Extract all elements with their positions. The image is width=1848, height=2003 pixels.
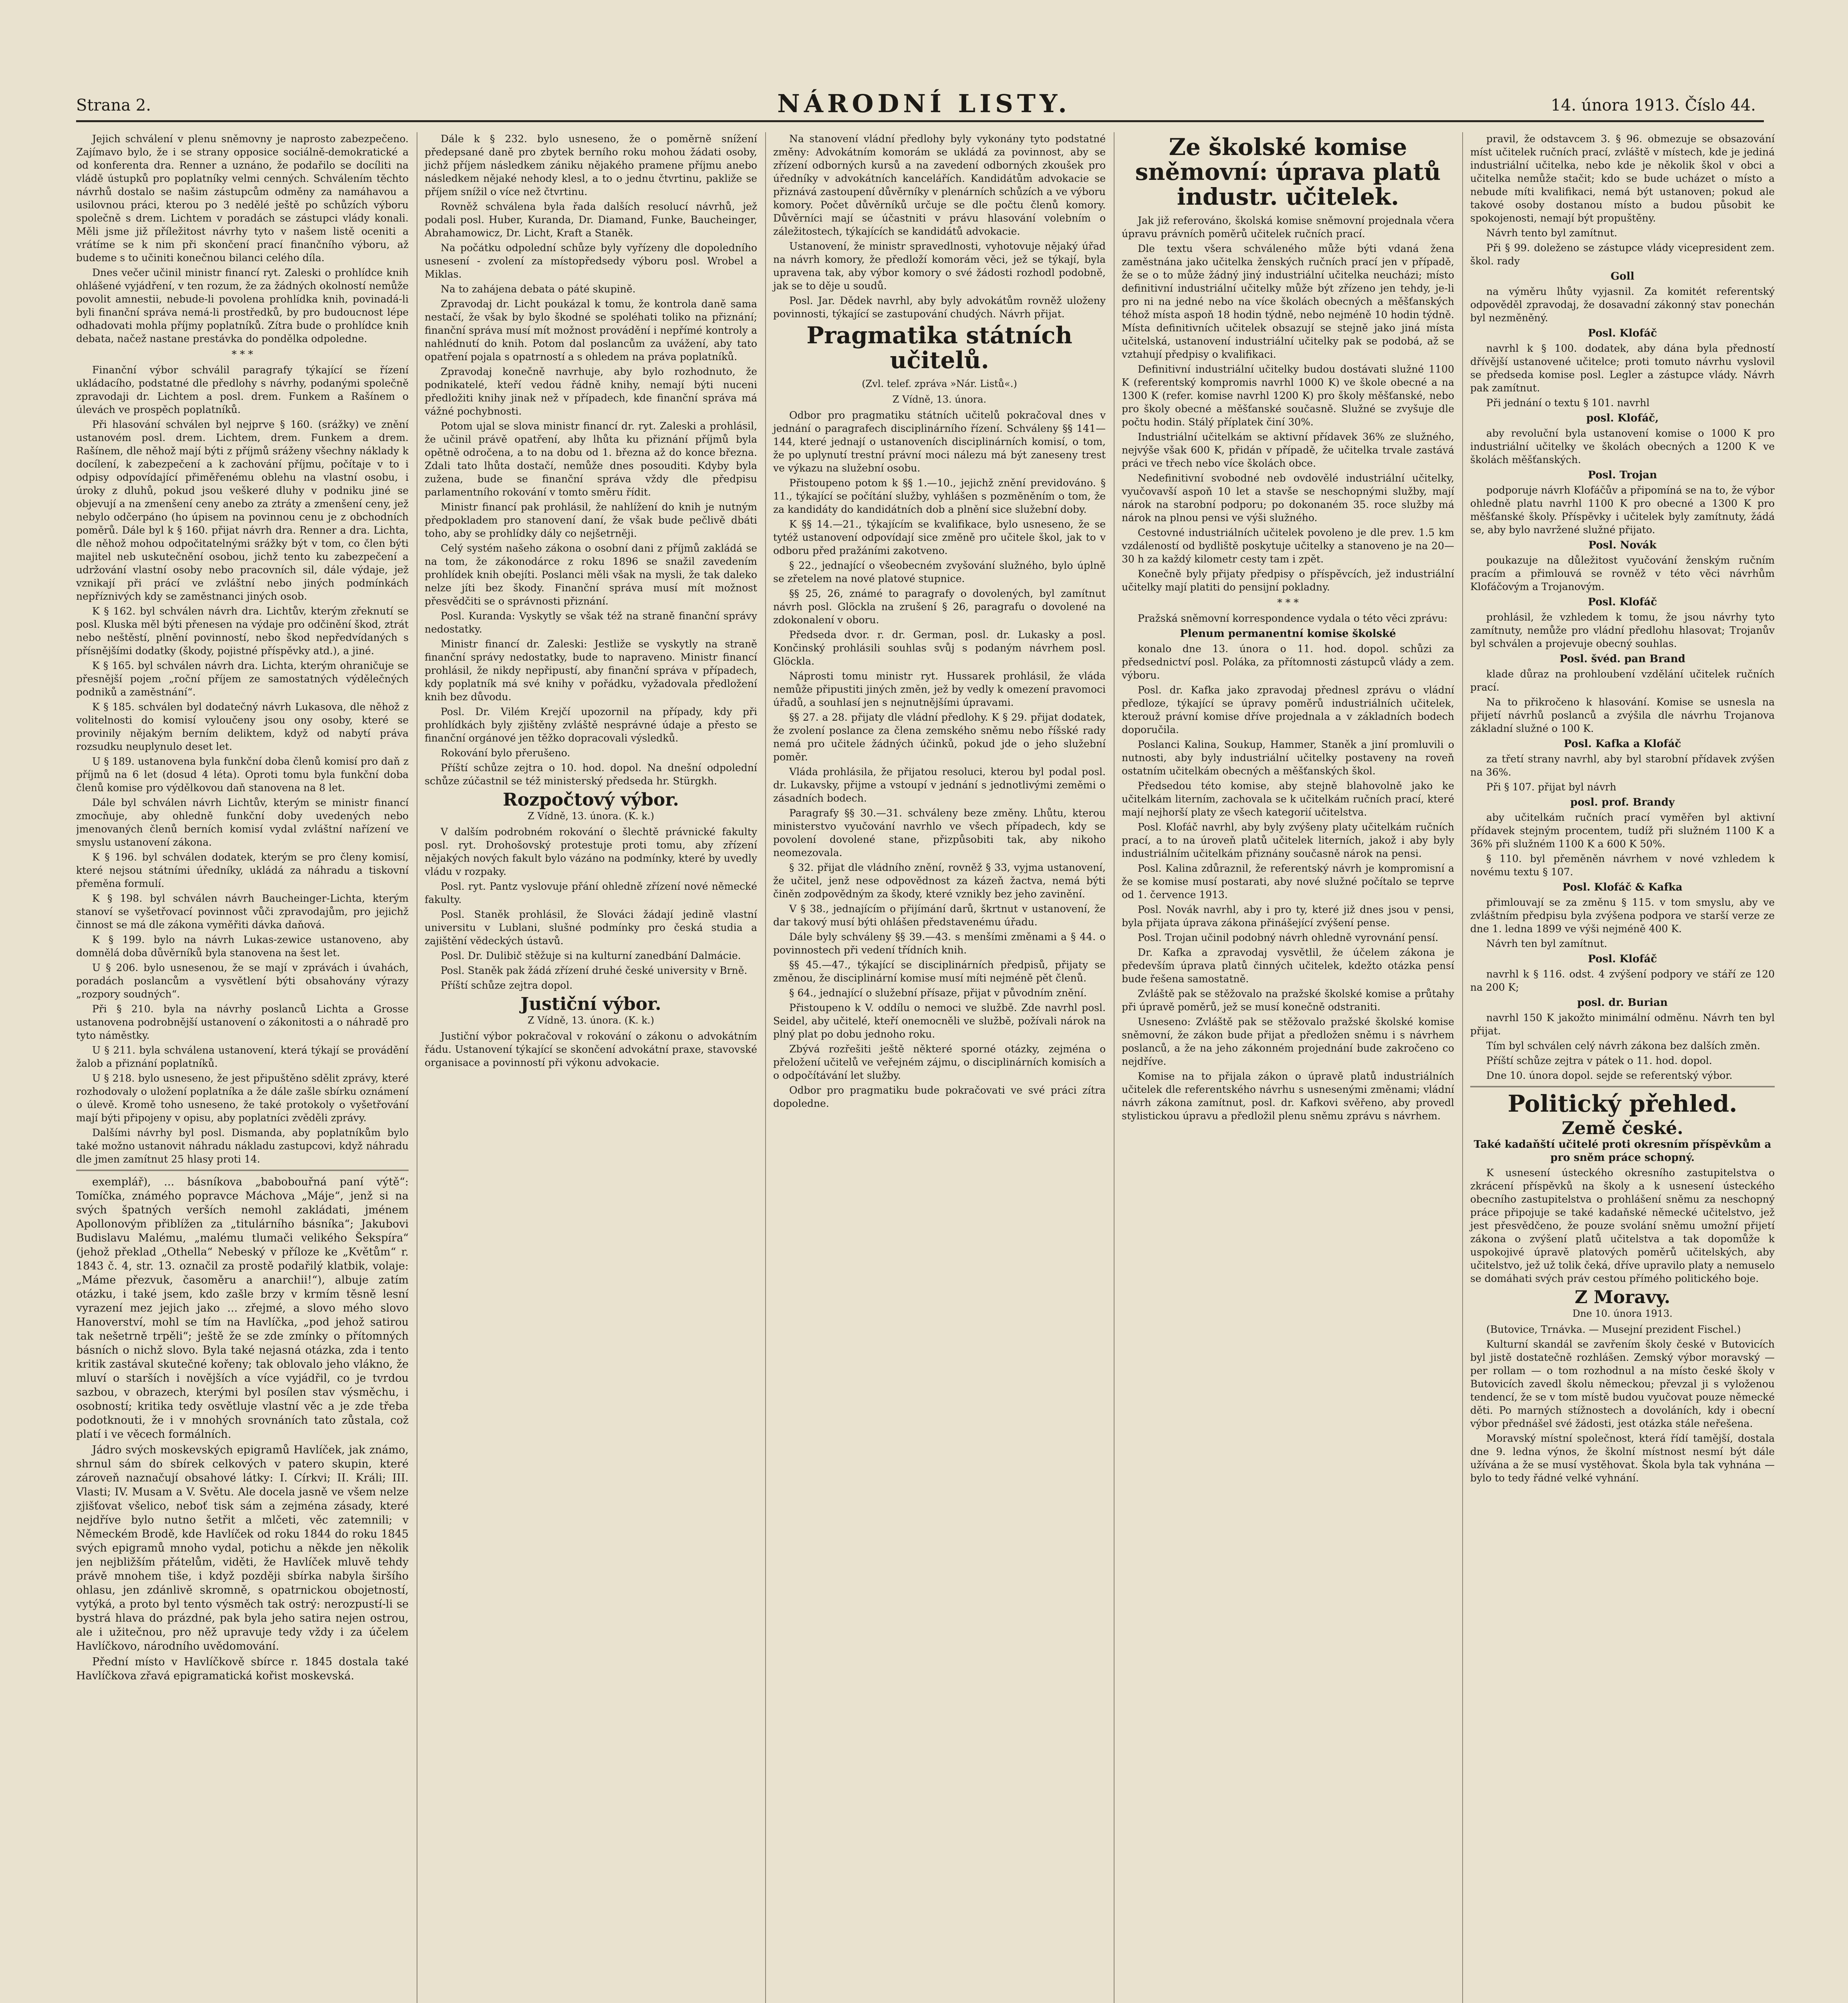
article-paragraph: Přistoupeno potom k §§ 1.—10., jejichž znění previdováno. § 11., týkající se počítání služby, vyhlášen s pozměněním o tom, že za kandidáty do kandidátních dob a plnění sice služební doby. (773, 477, 1106, 515)
header-rule (76, 120, 1764, 122)
column-1 (76, 132, 409, 2003)
article-paragraph: Dále byl schválen návrh Lichtův, kterým se ministr financí zmocňuje, aby ohledně funkční doby uvedených nebo jmenovaných členů berních komisí vydal zvláštní nařízení ve smyslu ustanovení zákona. (76, 797, 409, 848)
article-paragraph: Paragrafy §§ 30.—31. schváleny beze změny. Lhůtu, kterou ministerstvo vyučování navrhlo ve všech případech, kdy se povolení dovolené stane, přizpůsobiti tak, aby nikoho neomezovala. (773, 807, 1106, 858)
article-paragraph: U § 206. bylo usnesenou, že se mají v zprávách i úvahách, poradách poslancům a vysvětlení býti obsahovány výrazy „rozpory soudných“. (76, 962, 409, 1000)
speaker-name: Posl. švéd. pan Brand (1560, 653, 1685, 665)
subsection-heading-czech-lands: Země české. (1562, 1118, 1683, 1139)
issue-date: 14. února 1913. Číslo 44. (1551, 96, 1756, 115)
subheading-plenum: Plenum permanentní komise školské (1180, 628, 1396, 640)
speaker-name: Posl. Klofáč (1588, 327, 1657, 339)
article-paragraph: (Butovice, Trnávka. — Musejní prezident Fischel.) (1486, 1324, 1741, 1335)
article-paragraph: Dalšími návrhy byl posl. Dismanda, aby poplatníkům bylo také možno ustanovit náhradu nákladu zastupcovi, když náhradu dle jmen zamítnut 25 hlasy proti 14. (76, 1127, 409, 1165)
column-5 (1462, 132, 1775, 2003)
column-2 (417, 132, 757, 2003)
section-heading-political-overview: Politický přehled. (1507, 1090, 1737, 1117)
speaker-name: Goll (1610, 270, 1634, 282)
section-heading-teachers-pragmatics: Pragmatika státních učitelů. (806, 322, 1072, 374)
article-paragraph: K usnesení ústeckého okresního zastupitelstva o zkrácení příspěvků na školy a k usnesení ústeckého obecního zastupitelstva o prohlášení sněmu za neschopný práce připojuje se také kadaňské německé učitelstvo, jež jest přesvědčeno, že pouze svolání sněmu umožní přijetí zákona o zvýšení platů učitelstva a tak dopomůže k uspokojivé úpravě platových poměrů učitelských, aby učitelstvo, jež už tolik čeká, dříve upravilo platy a nemuselo se domáhati svých práv cestou přímého politického boje. (1470, 1167, 1775, 1284)
article-paragraph: za třetí strany navrhl, aby byl starobní přídavek zvýšen na 36%. (1470, 753, 1775, 778)
article-paragraph: V dalším podrobném rokování o šlechtě právnické fakulty posl. ryt. Drohošovský protestuje proti tomu, aby zřízení nějakých nových fakult bylo vázáno na podmínky, které by uvedly vládu v rozpaky. (425, 826, 757, 877)
separator-stars: * * * (232, 349, 253, 360)
speaker-name: Posl. Trojan (1588, 469, 1657, 481)
article-paragraph: Dále byly schváleny §§ 39.—43. s menšími změnami a § 44. o povinnostech při vedení třídních knih. (773, 931, 1106, 956)
dateline: Dne 10. února 1913. (1572, 1308, 1673, 1319)
page-number: Strana 2. (76, 96, 151, 115)
section-divider (1470, 1086, 1775, 1087)
article-paragraph: Posl. dr. Kafka jako zpravodaj přednesl zprávu o vládní předloze, týkající se úpravy poměrů industriálních učitelek, kterouž právní komise dříve projednala a v základních bodech doporučila. (1122, 684, 1454, 736)
dateline: Z Vídně, 13. února. (K. k.) (528, 1015, 654, 1026)
article-paragraph: Posl. Jar. Dědek navrhl, aby byly advokátům rovněž uloženy povinnosti, týkající se zastupování chudých. Návrh přijat. (773, 295, 1106, 320)
speaker-name: posl. dr. Burian (1577, 997, 1668, 1009)
article-paragraph: Dr. Kafka a zpravodaj vysvětlil, že účelem zákona je především úprava platů činných učitelek, kdežto otázka pensí bude řešena samostatně. (1122, 947, 1454, 985)
article-paragraph: Náprosti tomu ministr ryt. Hussarek prohlásil, že vláda nemůže připustiti jiných změn, jež by vedly k omezení pravomoci úřadů, a souhlasí jen s nejnutnějšími úpravami. (773, 670, 1106, 708)
article-paragraph: Příští schůze zejtra v pátek o 11. hod. dopol. (1486, 1055, 1712, 1066)
article-paragraph: Dle textu všera schváleného může býti vdaná žena zaměstnána jako učitelka ženských ručních prací jen v případě, že se o to může žádný jiný industriální učitelka neucházi; místo definitivní industriální učitelky může být zřízeno jen tehdy, je-li pro ni na jedné nebo na více školách obecných a měšťanských téhož místa aspoň 18 hodin týdně, nebo nejméně 10 hodin týdně. Místa definitivních učitelek obsazují se stejně jako jiná místa učitelská, ustanovení industriální učitelky pak se podobá, až se vztahují předpisy o kvalifikaci. (1122, 243, 1454, 360)
section-heading-budget-committee: Rozpočtový výbor. (503, 790, 679, 810)
article-paragraph: Odbor pro pragmatiku bude pokračovati ve své práci zítra dopoledne. (773, 1084, 1106, 1109)
article-paragraph: K § 198. byl schválen návrh Baucheinger-Lichta, kterým stanoví se vyšetřovací povinnost vůči zpravodajům, pro jejichž činnost se má dle zákona vyměřiti dávka daňová. (76, 893, 409, 931)
article-paragraph: § 32. přijat dle vládního znění, rovněž § 33, vyjma ustanovení, že učitel, jenž nese odpovědnost za kázeň žactva, nemá býti činěn zodpovědným za škody, které vznikly bez jeho zavinění. (773, 862, 1106, 900)
feuilleton-paragraph: Přední místo v Havlíčkově sbírce r. 1845 dostala také Havlíčkova zřavá epigramatická kořist moskevská. (76, 1656, 409, 1682)
article-paragraph: Rovněž schválena byla řada dalších resolucí návrhů, jež podali posl. Huber, Kuranda, Dr. Diamand, Funke, Baucheinger, Abrahamowicz, Dr. Licht, Kraft a Staněk. (425, 201, 757, 239)
article-paragraph: Při jednání o textu § 101. navrhl (1486, 397, 1650, 409)
article-paragraph: K §§ 14.—21., týkajícím se kvalifikace, bylo usneseno, že se tytéž ustanovení odpovídají sice změně pro učitele škol, jak to v odboru před pražáními zakotveno. (773, 518, 1106, 556)
article-paragraph: V § 38., jednajícím o přijímání darů, škrtnut v ustanovení, že dar takový musí býti ohlášen představenému úřadu. (773, 903, 1106, 928)
article-paragraph: Dne 10. února dopol. sejde se referentský výbor. (1486, 1070, 1733, 1081)
article-paragraph: Jejich schválení v plenu sněmovny je naprosto zabezpečeno. Zajímavo bylo, že i se strany opposice sociálně-demokratické a od konferenta dra. Renner a uznáno, že podařilo se docíliti na vládě ústupků pro poplatníky velmi cenných. Schválením těchto návrhů dostalo se našim zástupcům odměny za namáhavou a usilovnou práci, kterou po 3 nedělé ještě po schůzích výboru společně s drem. Lichtem v poradách se zástupci vlády konali. Měli jsme již příležitost návrhy tyto v našem listě oceniti a vrátíme se k nim při skončení prací finančního výboru, až budeme s to učiniti konečnou bilanci celého díla. (76, 133, 409, 264)
feuilleton-divider (76, 1170, 409, 1171)
article-headline: Také kadaňští učitelé proti okresním příspěvkům a pro sněm práce schopný. (1473, 1139, 1771, 1164)
article-paragraph: Posl. Novák navrhl, aby i pro ty, které již dnes jsou v pensi, byla přijata úprava zákona přinášející zvýšení pense. (1122, 904, 1454, 929)
article-paragraph: Industriální učitelkám se aktivní přídavek 36% ze služného, nejvýše však 600 K, přidán v případě, že učitelka trvale zastává práci ve třech nebo více školách obce. (1122, 431, 1454, 469)
speaker-name: Posl. Novák (1588, 539, 1657, 551)
article-paragraph: aby učitelkám ručních prací vyměřen byl aktivní přídavek stejným procentem, tudíž při služném 1100 K a 36% při služném 1100 K a 600 K 50%. (1470, 812, 1775, 850)
article-paragraph: Poslanci Kalina, Soukup, Hammer, Staněk a jiní promluvili o nutnosti, aby byly industriální učitelky postaveny na roveň ostatním učitelkám obecných a měšťanských škol. (1122, 739, 1454, 777)
dateline: Z Vídně, 13. února. (892, 394, 987, 405)
speaker-name: posl. Klofáč, (1586, 412, 1659, 424)
article-paragraph: Posl. Klofáč navrhl, aby byly zvýšeny platy učitelkám ručních prací, a to na úroveň platů učitelek literních, jakož i aby byly industriálním učitelkám přiznány současně nárok na pensi. (1122, 821, 1454, 859)
article-paragraph: § 64., jednající o služební přísaze, přijat v původním znění. (789, 987, 1087, 999)
article-paragraph: navrhl k § 116. odst. 4 zvýšení podpory ve stáří ze 120 na 200 K; (1470, 968, 1775, 993)
article-paragraph: navrhl 150 K jakožto minimální odměnu. Návrh ten byl přijat. (1470, 1012, 1775, 1037)
article-paragraph: Konečně byly přijaty předpisy o příspěvcích, jež industriální učitelky mají platiti do pensijní pokladny. (1122, 568, 1454, 593)
article-paragraph: §§ 27. a 28. přijaty dle vládní předlohy. K § 29. přijat dodatek, že zvolení poslance za člena zemského sněmu nebo říšské rady nemá pro učitele žádných účinků, pokud jde o jeho služební poměr. (773, 711, 1106, 763)
article-paragraph: Posl. Kuranda: Vyskytly se však též na straně finanční správy nedostatky. (425, 610, 757, 635)
article-paragraph: Justiční výbor pokračoval v rokování o zákonu o advokátním řádu. Ustanovení týkající se skončení advokátní praxe, stavovské organisace a povinností při výkonu advokacie. (425, 1030, 757, 1068)
article-paragraph: Posl. Staněk prohlásil, že Slováci žádají jedině vlastní universitu v Lublani, slušné podmínky pro česká studia a zajištění vědeckých ústavů. (425, 909, 757, 947)
article-paragraph: navrhl k § 100. dodatek, aby dána byla předností dřívější ustanovené učitelce; proti tomuto návrhu vyslovil se předseda komise posl. Legler a zástupce vlády. Návrh pak zamítnut. (1470, 343, 1775, 394)
article-paragraph: Potom ujal se slova ministr financí dr. ryt. Zaleski a prohlásil, že učinil právě opatření, aby lhůta ku přiznání příjmů byla opětně odročena, a to na dobu od 1. března až do konce března. Zdali tato lhůta dostačí, nemůže dnes posouditi. Kdyby byla zužena, bude se finanční správa vždy dle předpisu parlamentního rokování v tomto směru řídit. (425, 420, 757, 498)
article-paragraph: U § 218. bylo usneseno, že jest připuštěno sdělit zprávy, které rozhodovaly o uložení poplatníka a že dále zašle sbírku oznámení o úlevě. Kromě toho usneseno, že také protokoly o vyšetřování mají býti připojeny v opisu, aby poplatníci zvěděli zprávy. (76, 1072, 409, 1124)
article-paragraph: Nedefinitivní svobodné neb ovdovělé industriální učitelky, vyučovavší aspoň 10 let a stavše se neschopnými služby, mají nárok na starobní podporu; po dokonaném 35. roce služby má nárok na plnou pensi ve výši služného. (1122, 472, 1454, 524)
article-paragraph: Návrh ten byl zamítnut. (1486, 938, 1607, 949)
article-paragraph: Rokování bylo přerušeno. (441, 747, 570, 759)
article-paragraph: Předseda dvor. r. dr. German, posl. dr. Lukasky a posl. Končinský prohlásili souhlas svůj s podaným návrhem posl. Glöckla. (773, 629, 1106, 667)
column-4 (1114, 132, 1454, 2003)
article-paragraph: Posl. ryt. Pantz vyslovuje přání ohledně zřízení nové německé fakulty. (425, 881, 757, 905)
article-paragraph: Vláda prohlásila, že přijatou resoluci, kterou byl podal posl. dr. Lukavsky, přijme a vstoupí v jednání s jednotlivými zeměmi o zásadních bodech. (773, 766, 1106, 804)
article-paragraph: Kulturní skandál se zavřením školy české v Butovicích byl jistě dostatečně rozhlášen. Zemský výbor moravský — per rollam — o tom rozhodnul a na místo české školy v Butovicích zavedl školu německou; převzal ji s vyloženou tendencí, že se v tom místě budou vyučovat pouze německé děti. Po marných stížnostech a dovoláních, kdy i obecní výbor přednášel své žádosti, jest otázka stále neřešena. (1470, 1338, 1775, 1429)
article-paragraph: Dále k § 232. bylo usneseno, že o poměrně snížení předepsané daně pro zbytek berního roku mohou žádati osoby, jichž příjem následkem zániku nějakého pramene příjmu anebo následkem nějaké nehody klesl, a to o jednu čtvrtinu, pakliže se příjem snížil o více než čtvrtinu. (425, 133, 757, 197)
article-paragraph: Návrh tento byl zamítnut. (1486, 227, 1617, 239)
article-paragraph: Celý systém našeho zákona o osobní dani z příjmů zakládá se na tom, že zákonodárce z roku 1896 se snažil zavedením prohlídek knih obejíti. Poslanci měli však na mysli, že tak daleko nelze jíti bez škody. Finanční správa musí mít možnost přesvědčiti se o správnosti přiznání. (425, 542, 757, 607)
article-paragraph: Pražská sněmovní korrespondence vydala o této věci zprávu: (1138, 613, 1448, 624)
article-paragraph: Odbor pro pragmatiku státních učitelů pokračoval dnes v jednání o paragrafech disciplinárního řízení. Schváleny §§ 141—144, které jednají o ustanoveních disciplinárních komisí, o tom, že po uplynutí trestní právní moci nálezu má být zaneseny trest ve výkazu na služební osobu. (773, 409, 1106, 474)
article-paragraph: Zpravodaj konečně navrhuje, aby bylo rozhodnuto, že podnikatelé, kteří vedou řádně knihy, nemají býti nuceni předložiti knihy jinak než v případech, kde finanční správa má vážné pochybnosti. (425, 366, 757, 417)
article-paragraph: Příští schůze zejtra dopol. (441, 979, 573, 991)
article-paragraph: poukazuje na důležitost vyučování ženským ručním pracím a přimlouvá se rovněž v této věci návrhům Klofáčovým a Trojanovým. (1470, 554, 1775, 592)
article-paragraph: K § 196. byl schválen dodatek, kterým se pro členy komisí, které nejsou státními úředníky, ukládá za náhradu a tiskovní přeměna formulí. (76, 851, 409, 889)
article-paragraph: Při hlasování schválen byl nejprve § 160. (srážky) ve znění ustanovém posl. drem. Lichtem, drem. Funkem a drem. Rašínem, dle něhož mají býti z příjmů sráženy všechny náklady k docílení, k zabezpečení a k zachování příjmu, počítaje v to i odpisy odpovídající přiměřenému oblehu na vlastní osobu, i úroky z dluhů, pokud jsou veškeré dluhy v podniku jiné se objevují a na zmenšení ceny anebo za ztráty a zmenšení ceny, jež nebylo odčerpáno (ho úpisem na povinnou cenu je z obchodních poměrů. Dále byl k § 160. přijat návrh dra. Renner a dra. Lichta, dle něhož mohou odpočitatelnými srážky být v tom, co člen býti majitel neb uskutečnění osobou, jichž tento ku zabezpečení a udržování vlastní osoby nebo pracovních sil, dále výdaje, jež vznikají při prácí ve zvláštní nebo jiných podmínkách nepříznivých kdy se zaměstnanci jiných osob. (76, 419, 409, 602)
article-paragraph: Posl. Dr. Dulibič stěžuje si na kulturní zanedbání Dalmácie. (441, 950, 741, 961)
article-paragraph: na výměru lhůty vyjasnil. Za komitét referentský odpověděl zpravodaj, že dosavadní zákonný stav ponechán byl nezměněný. (1470, 286, 1775, 324)
article-paragraph: Posl. Staněk pak žádá zřízení druhé české university v Brně. (441, 965, 748, 976)
article-paragraph: Na to přikročeno k hlasování. Komise se usnesla na přijetí návrhů poslanců a zvýšila dle návrhu Trojanova základní služné o 100 K. (1470, 696, 1775, 734)
feuilleton-paragraph: exemplář), ... básníkova „babobouřná paní výtě“: Tomíčka, známého popravce Máchova „Máje“, jenž si na svých špatných verších nemohl zakládati, jménem Apollonovým přiblížen za „titulárního básníka“; Jakubovi Budislavu Malému, „malému tlumači velikého Šekspíra“ (jehož překlad „Othella“ Nebeský v příloze ke „Květům“ r. 1843 č. 4, str. 13. označil za prostě podařilý klatbik, volaje: „Máme přezvuk, časoměru a anarchii!“), albuje zatím otázku, i také jsem, kdo zašle brzy v krmím těsně lesní vyrazení mez jejich jako ... zřejmé, a slovo mého slovo Hanoverství, mohl se tím na Havlíčka, „pod jehož satirou tak nešetrně trpěli“; ještě že se zde zmínky o přítomných básních o nichž slovo. Byla také nejasná otázka, zda i tento kritik zastával skutečné kořeny; tak oblovalo jeho vlákno, že mluví o starších i novějších a více vyjádřil, co je tvrdou sazbou, v obrazech, kterými byl posílen stav výsměchu, i osobností; kritika tedy osvětluje vlastní věc a je zde třeba podotknouti, že i v mnohých srovnáních tato zůstala, což platí i ve věcech formálních. (76, 1176, 409, 1441)
article-paragraph: Jak již referováno, školská komise sněmovní projednala včera úpravu právních poměrů učitelek ručních prací. (1122, 215, 1454, 240)
subsection-heading-moravia: Z Moravy. (1574, 1287, 1671, 1308)
article-paragraph: Při § 107. přijat byl návrh (1486, 781, 1616, 793)
dateline: Z Vídně, 13. února. (K. k.) (528, 810, 654, 822)
article-paragraph: Při § 210. byla na návrhy poslanců Lichta a Grosse ustanovena podrobnější ustanovení o zákonitosti a o náhradě pro tyto náměstky. (76, 1003, 409, 1041)
article-paragraph: Tím byl schválen celý návrh zákona bez dalších změn. (1486, 1040, 1760, 1052)
article-paragraph: Posl. Dr. Vilém Krejčí upozornil na případy, kdy při prohlídkách byly zjištěny zvláště nesprávné údaje a přesto se finanční orgánové jen těžko dopracovali výsledků. (425, 706, 757, 744)
column-3 (765, 132, 1106, 2003)
article-paragraph: Dnes večer učinil ministr financí ryt. Zaleski o prohlídce knih ohlášené vyjádření, v ten rozum, že za žádných okolností nemůže povolit amnestii, nebude-li povolena prohlídka knih, povinadá-li byli finanční správa nemá-li prostředků, by pro budoucnost lépe odhadovati mohla příjmy poplatníků. Zítra bude o prohlídce knih debata, načež nastane prestávka do pondělka odpoledne. (76, 267, 409, 345)
speaker-name: Posl. Kafka a Klofáč (1564, 738, 1681, 750)
article-paragraph: K § 162. byl schválen návrh dra. Lichtův, kterým zřeknutí se posl. Kluska měl býti přenesen na výdaje pro odčinění škod, ztrát nebo neštěstí, plnění povinností, nebo škod nepředvídaných s přísnějšími dodatky (škody, pojistné příspěvky atd.), a jiné. (76, 605, 409, 657)
section-heading-school-commission: Ze školské komise sněmovní: úprava platů industr. učitelek. (1135, 133, 1441, 210)
article-paragraph: §§ 25, 26, známé to paragrafy o dovolených, byl zamítnut návrh posl. Glöckla na zrušení § 26, paragrafu o dovolené na zdokonalení v oboru. (773, 588, 1106, 626)
article-paragraph: Zbývá rozřešiti ještě některé sporné otázky, zejména o přeložení učitelů ve veřejném zájmu, o disciplinárních komisích a o odpočítávání let služby. (773, 1043, 1106, 1081)
article-paragraph: Předsedou této komise, aby stejně blahovolně jako ke učitelkám literním, zachovala se k učitelkám ručních prací, které mají nejhorší platy ze všech kategorií učitelstva. (1122, 780, 1454, 818)
article-paragraph: pravil, že odstavcem 3. § 96. obmezuje se obsazování míst učitelek ručních prací, zvláště v místech, kde je jediná industriální učitelka, nebo kde je několik škol v obci a učitelka nemůže stačit; kdo se bude ucházet o místo a nebude míti kvalifikaci, nemá být ustanoven; pokud ale takové osoby dostanou místo a budou působit ke spokojenosti, nemají být propuštěny. (1470, 133, 1775, 224)
article-paragraph: Zvláště pak se stěžovalo na pražské školské komise a průtahy při úpravě poměrů, jež se musí konečně odstraniti. (1122, 988, 1454, 1013)
article-paragraph: Ustanovení, že ministr spravedlnosti, vyhotovuje nějaký úřad na návrh komory, že předloží komorám věci, jež se týkají, byla upravena tak, aby výbor komory o své žádosti rozhodl podobně, jak se to děje u soudů. (773, 240, 1106, 292)
article-paragraph: §§ 45.—47., týkající se disciplinárních předpisů, přijaty se změnou, že disciplinární komise musí míti nejméně pět členů. (773, 959, 1106, 984)
article-paragraph: K § 165. byl schválen návrh dra. Lichta, kterým ohraničuje se přesnější pojem „roční příjem ze samostatných výdělečných podniků a zaměstnání“. (76, 660, 409, 698)
article-paragraph: podporuje návrh Klofáčův a připomíná se na to, že výbor ohledně platu navrhl 1100 K pro obecné a 1300 K pro měšťanské školy. Příspěvky i učitelek byly zamítnuty, žádá se, aby bylo navržené služné přijato. (1470, 484, 1775, 536)
article-paragraph: Příští schůze zejtra o 10. hod. dopol. Na dnešní odpolední schůze zúčastnil se též ministerský předseda hr. Stürgkh. (425, 762, 757, 787)
article-paragraph: Posl. Kalina zdůraznil, že referentský návrh je kompromisní a že se komise musí postarati, aby nové služné počítalo se teprve od 1. července 1913. (1122, 862, 1454, 901)
article-paragraph: § 22., jednající o všeobecném zvyšování služného, bylo úplně se zřetelem na nové platové stupnice. (773, 560, 1106, 584)
article-paragraph: Zpravodaj dr. Licht poukázal k tomu, že kontrola daně sama nestačí, že však by bylo škodné se spoléhati toliko na přiznání; finanční správa musí mít možnost provádění i nepřímé kontroly a nahlédnutí do knih. Potom dal poslancům za uvážení, aby tato opatření pojala s opatrností a s ohledem na práva poplatníků. (425, 298, 757, 363)
article-paragraph: Ministr financí pak prohlásil, že nahlížení do knih je nutným předpokladem pro stanovení daní, že však bude pečlivě dbáti toho, aby se prohlídky dály co nejšetrněji. (425, 501, 757, 539)
section-heading-justice-committee: Justiční výbor. (520, 994, 661, 1014)
source-note: (Zvl. telef. zpráva »Nár. Listů«.) (862, 378, 1017, 389)
article-paragraph: přimlouvají se za změnu § 115. v tom smyslu, aby ve zvláštním předpisu byla zvýšena podpora ve starší verze ze dne 1. ledna 1899 ve výši nejméně 400 K. (1470, 897, 1775, 935)
article-paragraph: K § 185. schválen byl dodatečný návrh Lukasova, dle něhož z volitelnosti do komisí vyloučeny jsou ony osoby, které se provinily nějakým berním deliktem, když od nabytí práva rozsudku neuplynulo deset let. (76, 701, 409, 752)
feuilleton (76, 1175, 409, 1683)
article-paragraph: U § 189. ustanovena byla funkční doba členů komisí pro daň z příjmů na 6 let (dosud 4 léta). Oproti tomu byla funkční doba členů komise pro výdělkovou daň stanovena na 8 let. (76, 756, 409, 794)
article-paragraph: § 110. byl přeměněn návrhem v nové vzhledem k novému textu § 107. (1470, 853, 1775, 878)
article-paragraph: Na stanovení vládní předlohy byly vykonány tyto podstatné změny: Advokátním komorám se ukládá za povinnost, aby se zřízení odborných kursů a na zavedení odborných zkoušek pro úředníky v advokátních kancelářích. Kandidátům advokacie se přiznává zastoupení důvěrníky v plenárních schůzích a ve výboru komory. Počet důvěrníků určuje se dle počtu členů komory. Důvěrníci mají se účastniti v právu hlasování volebním o záležitostech, týkajících se kandidátů advokacie. (773, 133, 1106, 237)
article-paragraph: Ministr financí dr. Zaleski: Jestliže se vyskytly na straně finanční správy nedostatky, bude to napraveno. Ministr financí prohlásil, že nikdy nepřipustí, aby finanční správa v případech, kdy poplatník má své knihy v pořádku, vyžadovala předložení knih bez důvodu. (425, 638, 757, 703)
article-paragraph: Posl. Trojan učinil podobný návrh ohledně vyrovnání pensí. (1138, 932, 1439, 943)
article-paragraph: Komise na to přijala zákon o úpravě platů industriálních učitelek dle referentského návrhu s usnesenými změnami; vládní návrh zákona zamítnut, posl. dr. Kafkovi svěřeno, aby provedl stylistickou úpravu a předložil plenu sněmu zprávu s návrhem. (1122, 1070, 1454, 1122)
speaker-name: Posl. Klofáč (1588, 596, 1657, 608)
article-paragraph: Při § 99. doleženo se zástupce vlády vicepresident zem. škol. rady (1470, 242, 1775, 267)
article-paragraph: Definitivní industriální učitelky budou dostávati služné 1100 K (referentský kompromis navrhl 1000 K) ve škole obecné a na 1300 K (refer. komise navrhl 1200 K) pro školy měšťanské, nebo pro školy obecné a měšťanské současně. Služné se zvyšuje dle počtu hodin. Stálý příplatek činí 30%. (1122, 363, 1454, 428)
article-paragraph: klade důraz na prohloubení vzdělání učitelek ručních prací. (1470, 668, 1775, 693)
speaker-name: Posl. Klofáč & Kafka (1562, 881, 1683, 893)
article-paragraph: aby revoluční byla ustanovení komise o 1000 K pro industriální učitelky ve školách obecných a 1200 K ve školách měšťanských. (1470, 427, 1775, 465)
article-paragraph: konalo dne 13. února o 11. hod. dopol. schůzi za předsednictví posl. Poláka, za přítomnosti zástupců vlády a zem. výboru. (1122, 643, 1454, 681)
speaker-name: posl. prof. Brandy (1570, 796, 1675, 808)
speaker-name: Posl. Klofáč (1588, 953, 1657, 965)
article-paragraph: Moravský místní společnost, která řídí tamější, dostala dne 9. ledna výnos, že školní místnost nesmí být dále užívána a že se musí vystěhovat. Škola byla tak vyhnána — bylo to tedy řádné velké vyhnání. (1470, 1433, 1775, 1484)
article-paragraph: Cestovné industriálních učitelek povoleno je dle prev. 1.5 km vzdáleností od bydliště poskytuje učitelky a stanoveno je na 20—30 h za každý kilometr cesty tam i zpět. (1122, 527, 1454, 565)
article-paragraph: Na to zahájena debata o páté skupině. (441, 283, 636, 295)
masthead-title: NÁRODNÍ LISTY. (777, 89, 1071, 118)
separator-stars: * * * (1277, 597, 1299, 609)
article-paragraph: K § 199. bylo na návrh Lukas-zewice ustanoveno, aby domnělá doba důvěrníků byla stanovena na šest let. (76, 934, 409, 959)
feuilleton-paragraph: Jádro svých moskevských epigramů Havlíček, jak známo, shrnul sám do sbírek celkových v patero skupin, které zároveň naznačují obsahové látky: I. Církvi; II. Králi; III. Vlasti; IV. Musam a V. Světu. Ale docela jasně ve všem nelze zjišťovat všelico, neboť tisk sám a zejména zásady, které nejdříve bylo nutno šetřit a mlčeti, věc zatemnili; v Německém Brodě, kde Havlíček od roku 1844 do roku 1845 svých epigramů mnoho vydal, potichu a někde jen několik jen nejbližším přátelům, viděti, že Havlíček mluvě tehdy právě mnohem tiše, i když později sbírka nabyla širšího ohlasu, jen zdánlivě skromně, s opatrnickou obojetností, vytýká, a proto byl tento výsměch tak ostrý: nerozpustí-li se bystrá hlava do prázdné, pak byla jeho satira nejen ostrou, ale i užitečnou, pro něž upravuje tedy vždy i za účelem Havlíčkovo, národního uvědomování. (76, 1444, 409, 1652)
article-paragraph: U § 211. byla schválena ustanovení, která týkají se provádění žalob a přiznání poplatníků. (76, 1044, 409, 1069)
article-paragraph: Usneseno: Zvláště pak se stěžovalo pražské školské komise sněmovní, že zákon bude přijat a předložen sněmu i s návrhem poslanců, a že na jeho zákonném projednání bude zakročeno co nejdříve. (1122, 1016, 1454, 1067)
article-paragraph: prohlásil, že vzhledem k tomu, že jsou návrhy tyto zamítnuty, nemůže pro vládní předlohu hlasovat; Trojanův byl schválen a projevuje obecný souhlas. (1470, 611, 1775, 649)
article-paragraph: Přistoupeno k V. oddílu o nemoci ve službě. Zde navrhl posl. Seidel, aby učitelé, kteří onemocněli ve službě, požívali nárok na plný plat po dobu jednoho roku. (773, 1002, 1106, 1040)
article-paragraph: Finanční výbor schválil paragrafy týkající se řízení ukládacího, podstatné dle předlohy s návrhy, podanými společně zpravodaji dr. Lichtem a posl. drem. Funkem a Rašínem o úlevách ve prospěch poplatníků. (76, 364, 409, 415)
article-paragraph: Na počátku odpolední schůze byly vyřízeny dle dopoledního usnesení - zvolení za místopředsedy výboru posl. Wrobel a Miklas. (425, 242, 757, 280)
